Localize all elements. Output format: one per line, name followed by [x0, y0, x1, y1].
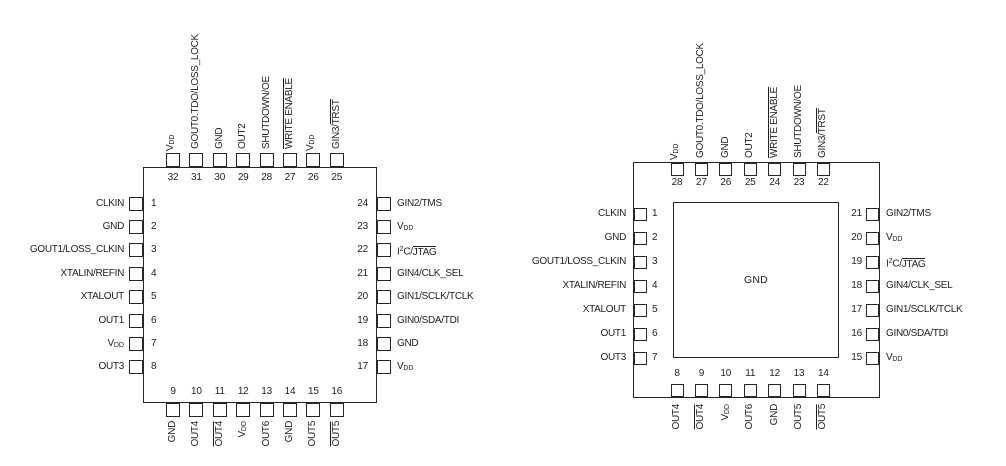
pin-number: 19 — [851, 256, 862, 267]
pin-label — [886, 352, 903, 366]
pin-square — [634, 256, 647, 269]
pin-number: 3 — [652, 256, 658, 267]
label-segment: V — [719, 414, 731, 421]
pin-number: 12 — [769, 368, 780, 379]
label-segment: V — [886, 232, 893, 243]
pin-square — [634, 352, 647, 365]
label-segment: WRITE ENABLE — [768, 87, 780, 158]
label-segment: DD — [309, 134, 317, 145]
pin-label — [817, 108, 829, 158]
pin-label — [695, 404, 707, 429]
pin-number: 15 — [308, 386, 319, 397]
pin-label — [769, 87, 781, 158]
center-pad: GND — [673, 202, 839, 358]
label-segment: OUT1 — [98, 314, 124, 326]
pin-number: 22 — [357, 244, 368, 256]
pin-number: 20 — [357, 291, 368, 303]
pin-number: 9 — [170, 386, 176, 397]
pin-number: 30 — [214, 172, 226, 183]
pin-number: 26 — [308, 172, 319, 183]
pin-number: 7 — [151, 337, 157, 349]
label-segment: C/ — [892, 258, 902, 270]
pin-label — [695, 43, 707, 158]
label-segment: V — [165, 144, 176, 151]
label-segment: GND — [213, 127, 225, 149]
label-segment: I — [397, 246, 400, 258]
label-segment: OUT1 — [600, 328, 626, 339]
label-segment: CLKIN — [598, 208, 626, 219]
pin-number: 13 — [261, 386, 272, 397]
pin-label — [793, 404, 805, 429]
pin-label — [583, 304, 626, 316]
pin-number: 8 — [674, 368, 680, 379]
label-segment: SHUTDOWN/OE — [260, 76, 272, 149]
pin-label — [601, 328, 626, 340]
label-segment: GND — [167, 421, 178, 443]
label-segment: GND — [284, 421, 295, 443]
pin-label — [669, 144, 683, 161]
pin-number: 31 — [191, 172, 202, 183]
label-segment: XTALOUT — [582, 304, 626, 315]
pin-square — [634, 208, 647, 221]
label-segment: GIN1/SCLK/TCLK — [397, 291, 474, 303]
label-segment: V — [669, 153, 680, 160]
label-segment: OUT6 — [260, 421, 272, 447]
label-segment: GND — [768, 404, 780, 426]
pin-number: 24 — [357, 197, 368, 209]
label-segment: GND — [397, 337, 419, 349]
pin-square — [719, 384, 732, 397]
label-segment: JTAG — [901, 258, 926, 270]
label-segment: OUT2 — [744, 132, 756, 158]
label-segment: DD — [169, 134, 176, 145]
label-segment: DD — [113, 341, 124, 349]
label-segment: OUT2 — [237, 123, 249, 149]
label-segment: OUT4 — [671, 404, 682, 430]
pin-square — [671, 163, 684, 176]
label-segment: OUT5 — [793, 404, 804, 430]
pin-label — [793, 85, 805, 158]
pin-number: 23 — [793, 177, 805, 188]
label-segment: TRST — [330, 99, 342, 125]
pin-number: 5 — [151, 291, 157, 303]
pin-label — [886, 208, 931, 220]
label-segment: GND — [604, 232, 626, 243]
pin-square — [817, 163, 830, 176]
label-segment: DD — [673, 143, 680, 154]
pin-label — [886, 232, 903, 246]
label-segment: GOUT1/LOSS_CLKIN — [29, 244, 124, 256]
label-segment: V — [397, 361, 404, 373]
pin-square — [768, 384, 781, 397]
pin-number: 27 — [284, 172, 296, 183]
pin-number: 29 — [237, 172, 249, 183]
pin-number: 25 — [331, 172, 343, 183]
pin-label — [744, 404, 756, 429]
label-segment: GND — [102, 220, 124, 232]
pin-square — [634, 232, 647, 245]
pin-square — [768, 163, 781, 176]
pin-number: 32 — [167, 172, 179, 183]
label-segment: XTALIN/REFIN — [562, 280, 626, 291]
pin-number: 20 — [851, 232, 862, 243]
label-segment: OUT5 — [307, 421, 319, 447]
pin-number: 2 — [151, 220, 157, 232]
pin-number: 1 — [151, 197, 157, 209]
label-segment: OUT4 — [213, 421, 225, 447]
label-segment: OUT5 — [817, 404, 829, 430]
pin-number: 28 — [671, 177, 683, 188]
pin-number: 10 — [191, 386, 202, 397]
pin-label — [769, 404, 781, 425]
label-segment: OUT4 — [695, 404, 707, 430]
label-segment: GIN2/TMS — [886, 208, 931, 219]
label-segment: DD — [892, 236, 903, 243]
pin-label — [817, 404, 829, 429]
pin-square — [634, 328, 647, 341]
label-segment: DD — [723, 404, 731, 415]
pin-square — [866, 280, 879, 293]
label-segment: WRITE ENABLE — [284, 78, 295, 149]
label-segment: 2 — [888, 258, 893, 265]
label-segment: XTALOUT — [80, 291, 124, 303]
pin-label — [601, 352, 626, 364]
label-segment: GIN3/ — [817, 133, 829, 158]
pin-label — [598, 208, 626, 220]
label-segment: GIN0/SDA/TDI — [886, 328, 948, 339]
label-segment: GND — [719, 136, 731, 158]
pin-label — [671, 404, 683, 429]
label-segment: OUT4 — [190, 421, 202, 447]
pin-number: 18 — [851, 280, 862, 291]
pin-number: 16 — [331, 386, 343, 397]
label-segment: OUT6 — [744, 404, 756, 430]
label-segment: 2 — [399, 246, 404, 254]
label-segment: GOUT1/LOSS_CLKIN — [531, 256, 626, 267]
label-segment: V — [886, 352, 893, 363]
label-segment: GIN1/SCLK/TCLK — [886, 304, 963, 315]
pin-number: 10 — [720, 368, 732, 379]
pin-label — [744, 133, 756, 158]
pin-label — [886, 304, 962, 316]
label-segment: V — [397, 220, 404, 232]
pin-number: 26 — [720, 177, 732, 188]
pin-square — [695, 163, 708, 176]
label-segment: V — [305, 144, 317, 151]
pin-number: 2 — [652, 232, 658, 243]
pin-label — [563, 280, 626, 292]
pin-square — [634, 280, 647, 293]
pin-number: 15 — [851, 352, 862, 363]
pin-square — [695, 384, 708, 397]
pin-square — [866, 208, 879, 221]
pin-number: 23 — [357, 220, 368, 232]
pin-number: 28 — [261, 172, 272, 183]
label-segment: I — [886, 258, 889, 270]
pin-number: 3 — [151, 244, 157, 256]
label-segment: OUT5 — [330, 421, 342, 447]
pin-square — [744, 163, 757, 176]
label-segment: DD — [403, 365, 414, 373]
pin-number: 17 — [851, 304, 862, 315]
pin-number: 11 — [745, 368, 756, 379]
label-segment: GIN2/TMS — [397, 197, 442, 209]
pin-number: 1 — [652, 208, 658, 219]
pin-number: 22 — [818, 177, 829, 188]
pin-label — [720, 137, 732, 158]
pin-label — [720, 404, 734, 421]
label-segment: GIN3/ — [330, 124, 342, 149]
pin-square — [866, 304, 879, 317]
pin-number: 7 — [652, 352, 658, 363]
pin-label — [605, 232, 626, 244]
pin-number: 6 — [652, 328, 658, 339]
label-segment: GOUT0.TDO/LOSS_LOCK — [190, 34, 202, 149]
pin-square — [866, 256, 879, 269]
pin-label — [532, 256, 626, 268]
pin-square — [671, 384, 684, 397]
pin-square — [866, 328, 879, 341]
label-segment: C/ — [403, 246, 413, 258]
pin-number: 25 — [744, 177, 756, 188]
pin-square — [634, 304, 647, 317]
pin-square — [793, 163, 806, 176]
label-segment: GIN4/CLK_SEL — [886, 280, 953, 291]
label-segment: GIN4/CLK_SEL — [397, 267, 464, 279]
label-segment: GIN0/SDA/TDI — [397, 314, 459, 326]
pin-number: 11 — [214, 386, 225, 397]
pin-number: 19 — [357, 314, 368, 326]
pin-number: 6 — [151, 314, 157, 326]
pin-square — [817, 384, 830, 397]
pin-square — [744, 384, 757, 397]
label-segment: JTAG — [412, 246, 437, 258]
label-segment: CLKIN — [96, 197, 124, 209]
label-segment: GOUT0.TDO/LOSS_LOCK — [695, 43, 707, 158]
label-segment: DD — [892, 356, 903, 363]
pin-number: 17 — [357, 361, 368, 373]
pin-number: 13 — [793, 368, 805, 379]
pin-number: 9 — [698, 368, 705, 379]
label-segment: OUT3 — [98, 361, 124, 373]
pin-number: 16 — [851, 328, 862, 339]
pin-label — [886, 328, 948, 340]
label-segment: V — [107, 337, 114, 349]
label-segment: V — [237, 431, 249, 438]
pin-square — [866, 232, 879, 245]
pin-number: 21 — [851, 208, 862, 219]
label-segment: TRST — [817, 108, 829, 134]
pin-number: 24 — [769, 177, 780, 188]
label-segment: XTALIN/REFIN — [60, 267, 124, 279]
label-segment: OUT3 — [600, 352, 626, 363]
pin-number: 4 — [151, 267, 157, 279]
pin-square — [719, 163, 732, 176]
label-segment: DD — [241, 421, 249, 432]
pin-number: 18 — [357, 337, 368, 349]
label-segment: SHUTDOWN/OE — [793, 85, 804, 158]
pin-number: 4 — [652, 280, 658, 291]
pin-number: 5 — [652, 304, 658, 315]
pin-label — [886, 256, 925, 271]
pin-number: 12 — [237, 386, 249, 397]
pin-square — [793, 384, 806, 397]
pin-square — [866, 352, 879, 365]
label-segment: DD — [403, 224, 414, 232]
pin-number: 27 — [696, 177, 707, 188]
pin-number: 21 — [357, 267, 368, 279]
pin-number: 14 — [284, 386, 296, 397]
pin-label — [886, 280, 952, 292]
pin-number: 8 — [151, 361, 157, 373]
pin-number: 14 — [818, 368, 829, 379]
